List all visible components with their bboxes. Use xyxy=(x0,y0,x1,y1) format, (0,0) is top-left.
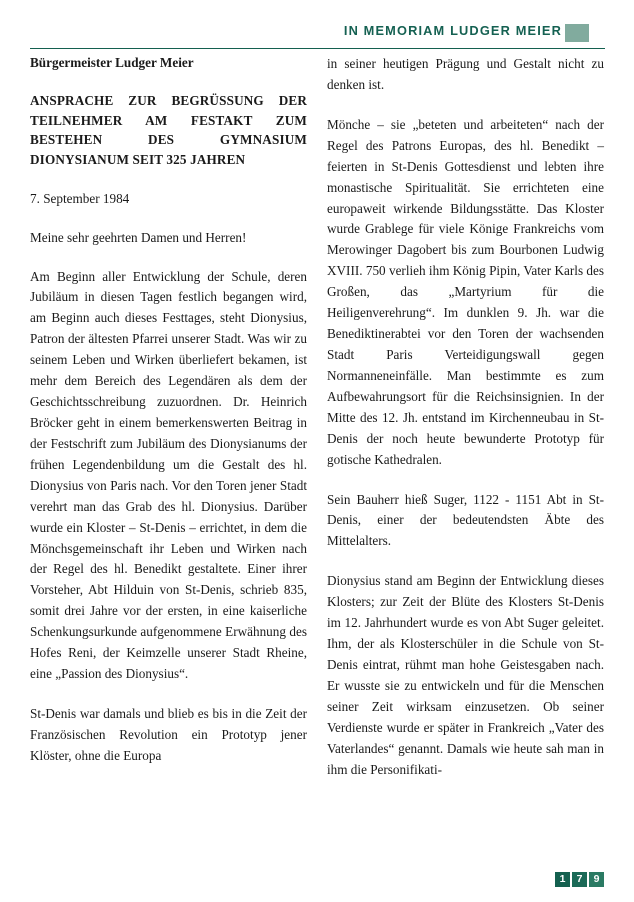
page-header xyxy=(0,0,634,52)
paragraph: Am Beginn aller Entwicklung der Schule, deren Jubiläum in diesen Tagen festlich begangen wird, am Beginn auch dieses Festtages, steht Dionysius, Patron der ältesten Pfarrei unserer Stadt. Was wir zu seinem Leben und Wirken überliefert bekamen, ist mehr dem Bereich des Legendären als dem der Geschichtsschreibung zuzuordnen. Dr. Heinrich Bröcker geht in einem bemerkenswerten Beitrag in der Festschrift zum Jubiläum des Dionysianums der frühen Legendenbildung um die Gestalt des hl. Dionysius von Paris nach. Vor den Toren jener Stadt verehrt man das Grab des hl. Dionysius. Darüber wurde ein Kloster – St-Denis – errichtet, in dem die Mönchsgemeinschaft ihr Leben und Wirken nach der Regel des hl. Benedikt gestaltete. Einer ihrer Vorsteher, Abt Hilduin von St-Denis, schrieb 835, somit drei Jahre vor der ersten, in eine kaiserliche Schenkungsurkunde aufgenommene Erwähnung des Hofes Reni, der Keimzelle unserer Stadt Rheine, eine „Passion des Dionysius“. xyxy=(30,268,307,682)
salutation: Meine sehr geehrten Damen und Herren! xyxy=(30,229,247,245)
folio-digit: 7 xyxy=(572,872,587,887)
speech-title: ANSPRACHE ZUR BEGRÜSSUNG DER TEILNEHMER AM FESTAKT ZUM BESTEHEN DES GYMNASIUM DIONYSIANUM SEIT 325 JAHREN xyxy=(30,92,307,168)
article-body xyxy=(30,54,605,854)
header-rule xyxy=(30,48,605,49)
page-number-folio xyxy=(555,872,604,887)
author-byline: Bürgermeister Ludger Meier xyxy=(30,55,194,70)
left-column xyxy=(30,54,307,854)
folio-digit: 9 xyxy=(589,872,604,887)
running-header-title: IN MEMORIAM LUDGER MEIER xyxy=(343,23,562,38)
header-accent-square xyxy=(565,24,589,42)
right-column xyxy=(327,54,604,854)
paragraph: in seiner heutigen Prägung und Gestalt nicht zu denken ist. xyxy=(327,56,604,92)
folio-digit: 1 xyxy=(555,872,570,887)
paragraph: St-Denis war damals und blieb es bis in die Zeit der Französischen Revolution ein Prototyp jener Klöster, ohne die Europa xyxy=(30,705,307,763)
dateline: 7. September 1984 xyxy=(30,190,130,206)
paragraph: Dionysius stand am Beginn der Entwicklung dieses Klosters; zur Zeit der Blüte des Klosters St-Denis im 12. Jahrhundert wurde es von Abt Suger geleitet. Ihm, der als Klosterschüler in die Schule von St-Denis eintrat, rühmt man hohe Geistesgaben nach. Er wusste sie zu entwickeln und für die Menschen seiner Zeit wirksam einzusetzen. Ob seiner Verdienste wurde er später in Frankreich „Vater des Vaterlandes“ genannt. Damals wie heute sah man in ihm die Personifikati- xyxy=(327,573,604,777)
paragraph: Sein Bauherr hieß Suger, 1122 - 1151 Abt in St-Denis, einer der bedeutendsten Äbte des Mittelalters. xyxy=(327,491,604,549)
paragraph: Mönche – sie „beteten und arbeiteten“ nach der Regel des Patrons Europas, des hl. Benedikt – feierten in St-Denis Gottesdienst und lebten ihre monastische Spiritualität. Sie errichteten eine europaweit wirkende Bildungsstätte. Das Kloster wurde Grablege für viele Könige Frankreichs vom Merowinger Dagobert bis zum Bourbonen Ludwig XVIII. 750 verlieh ihm König Pipin, Vater Karls des Großen, das „Martyrium für die Heiligenverehrung“. Im dunklen 9. Jh. war die Benediktinerabtei vor den Toren der wachsenden Stadt Paris Verteidigungswall gegen Normanneneinfälle. Man bestimmte es zum Aufbewahrungsort für die Reichsinsignien. In der Mitte des 12. Jh. entstand im Kirchenneubau in St-Denis der noch heute bewunderte Prototyp für gotische Kathedralen. xyxy=(327,116,604,467)
